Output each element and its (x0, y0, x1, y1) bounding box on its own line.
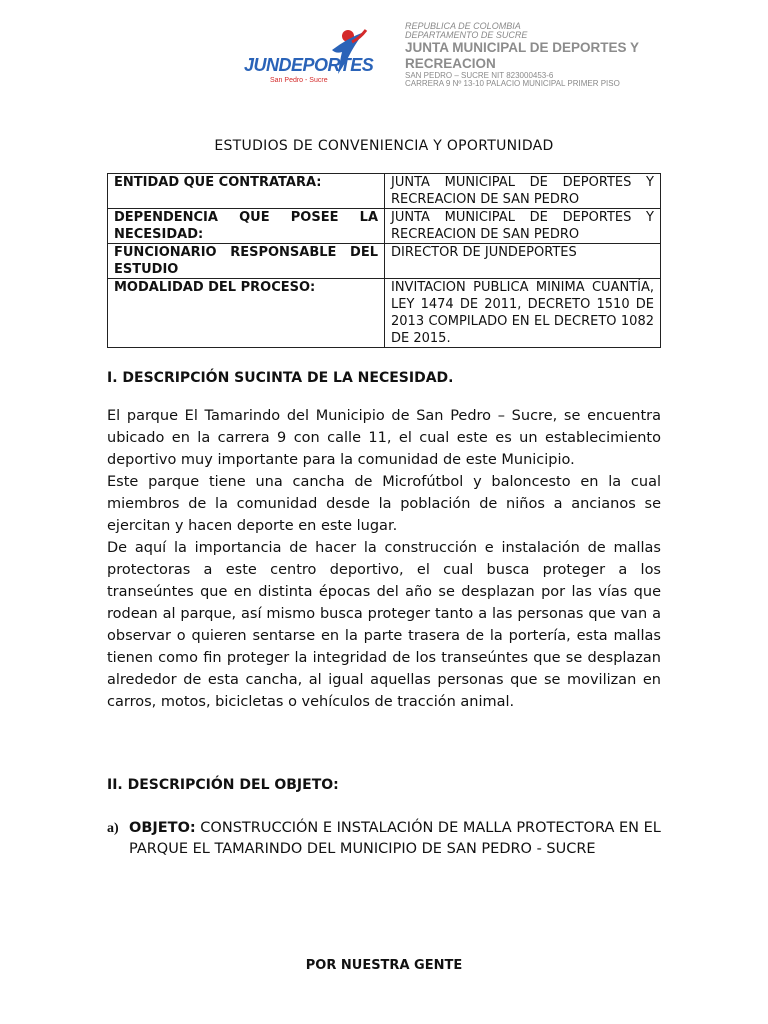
info-table (107, 173, 661, 348)
paragraph: De aquí la importancia de hacer la construcción e instalación de mallas protectoras a este centro deportivo, el cual busca proteger a los transeúntes que en distinta épocas del año se desplazan por las vías que rodean al parque, así mismo busca proteger tanto a las personas que van a observar o quieren sentarse en la parte trasera de la portería, esta mallas tienen como fin proteger la integridad de los transeúntes que se desplazan alrededor de esta cancha, al igual aquellas personas que se movilizan en carros, motos, bicicletas o vehículos de tracción animal. (107, 540, 661, 710)
letterhead-info (405, 22, 745, 88)
table-row (108, 279, 661, 348)
table-value: INVITACION PUBLICA MINIMA CUANTÍA, LEY 1474 DE 2011, DECRETO 1510 DE 2013 COMPILADO EN EL DECRETO 1082 DE 2015. (385, 279, 661, 348)
objeto-text (129, 818, 667, 860)
jundeportes-logo (240, 28, 374, 88)
objeto-description: CONSTRUCCIÓN E INSTALACIÓN DE MALLA PROTECTORA EN EL PARQUE EL TAMARINDO DEL MUNICIPIO DE SAN PEDRO - SUCRE (129, 820, 661, 857)
section1-heading: I. DESCRIPCIÓN SUCINTA DE LA NECESIDAD. (107, 370, 454, 386)
letterhead (0, 0, 768, 100)
section2-heading: II. DESCRIPCIÓN DEL OBJETO: (107, 777, 339, 793)
paragraph: El parque El Tamarindo del Municipio de San Pedro – Sucre, se encuentra ubicado en la carrera 9 con calle 11, el cual este es un establecimiento deportivo muy importante para la comunidad de este Municipio. (107, 408, 661, 468)
country-line: REPUBLICA DE COLOMBIA (405, 21, 521, 31)
table-row (108, 244, 661, 279)
table-value: JUNTA MUNICIPAL DE DEPORTES Y RECREACION DE SAN PEDRO (385, 174, 661, 209)
section1-body (107, 405, 661, 713)
table-label: FUNCIONARIO RESPONSABLE DEL ESTUDIO (108, 244, 385, 279)
org-name-line1: JUNTA MUNICIPAL DE DEPORTES Y (405, 40, 640, 55)
paragraph: Este parque tiene una cancha de Microfútbol y baloncesto en la cual miembros de la comunidad desde la población de niños a ancianos se ejercitan y hacen deporte en este lugar. (107, 474, 661, 534)
table-value: DIRECTOR DE JUNDEPORTES (385, 244, 661, 279)
table-value: JUNTA MUNICIPAL DE DEPORTES Y RECREACION DE SAN PEDRO (385, 209, 661, 244)
department-line: DEPARTAMENTO DE SUCRE (405, 30, 528, 40)
logo-subtext: San Pedro - Sucre (270, 77, 328, 84)
document-title: ESTUDIOS DE CONVENIENCIA Y OPORTUNIDAD (214, 138, 554, 154)
address-line2: CARRERA 9 Nº 13-10 PALACIO MUNICIPAL PRIMER PISO (405, 79, 620, 88)
table-label: ENTIDAD QUE CONTRATARA: (108, 174, 385, 209)
table-label: DEPENDENCIA QUE POSEE LA NECESIDAD: (108, 209, 385, 244)
table-row (108, 209, 661, 244)
list-marker: a) (107, 821, 119, 836)
objeto-label: OBJETO: (129, 820, 196, 836)
table-row (108, 174, 661, 209)
footer-slogan: POR NUESTRA GENTE (305, 958, 463, 973)
objeto-item (107, 818, 667, 860)
logo-wordmark: JUNDEPORTES (244, 55, 374, 75)
table-label: MODALIDAD DEL PROCESO: (108, 279, 385, 348)
address-line1: SAN PEDRO – SUCRE NIT 823000453-6 (405, 71, 554, 80)
org-name-line2: RECREACION (405, 56, 496, 71)
